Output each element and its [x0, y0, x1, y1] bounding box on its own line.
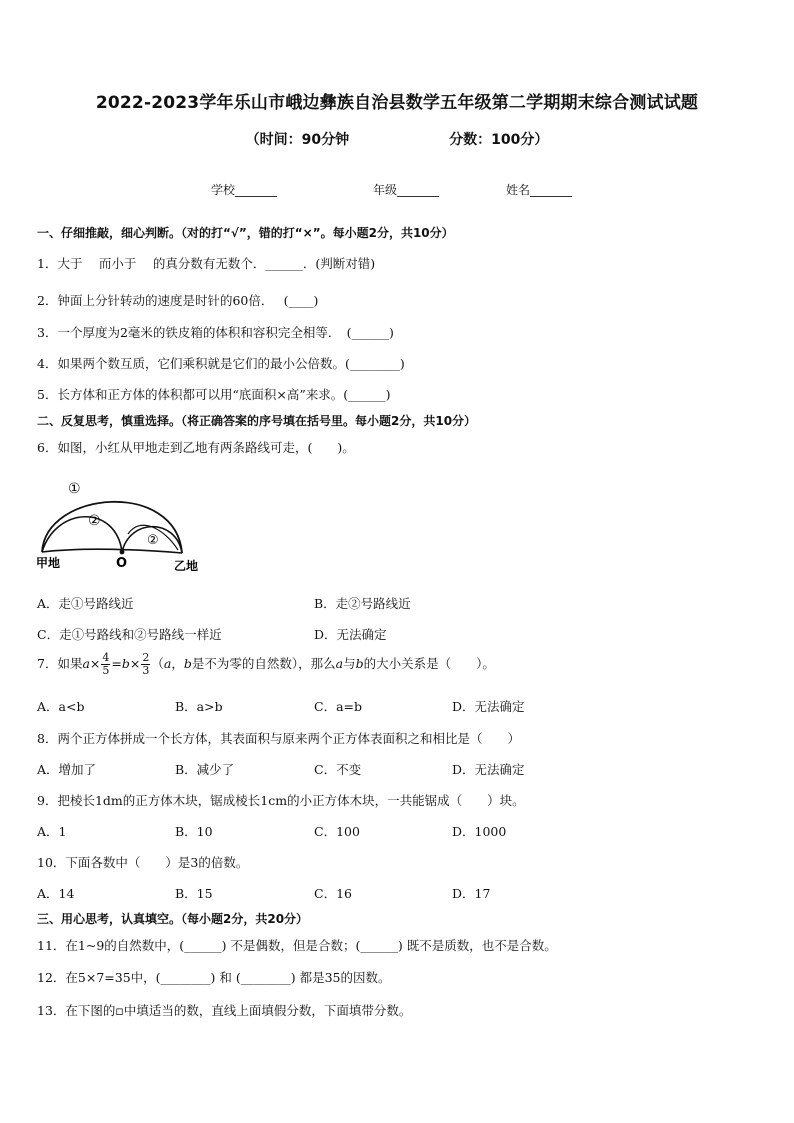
- q6-option-d[interactable]: D．无法确定: [314, 627, 387, 642]
- section-1-heading: 一、仔细推敲，细心判断。（对的打“√”，错的打“×”。每小题2分，共10分）: [37, 226, 454, 240]
- fraction-2-3: $\frac{2}{3}$: [142, 651, 150, 677]
- question-8: 8．两个正方体拼成一个长方体，其表面积与原来两个正方体表面积之和相比是（ ）: [37, 731, 520, 746]
- baseline: [42, 549, 182, 553]
- grade-field[interactable]: 年级_______: [373, 183, 440, 197]
- question-10: 10．下面各数中（ ）是3的倍数。: [37, 855, 249, 870]
- question-1: 1．大于 而小于 的真分数有无数个．______．(判断对错): [37, 256, 376, 271]
- route-2-arc-a: [42, 517, 122, 552]
- fraction-4-5: $\frac{4}{5}$: [102, 651, 110, 677]
- q9-option-b[interactable]: B．10: [175, 824, 213, 839]
- q6-option-c[interactable]: C．走①号路线和②号路线一样近: [37, 627, 222, 642]
- question-11: 11．在1~9的自然数中，(______) 不是偶数，但是合数；(______) 既不是质数，也不是合数。: [37, 938, 557, 953]
- q8-option-a[interactable]: A．增加了: [37, 762, 97, 777]
- question-13: 13．在下图的▫中填适当的数，直线上面填假分数，下面填带分数。: [37, 1003, 412, 1018]
- exam-meta: [0, 129, 794, 149]
- q7-option-d[interactable]: D．无法确定: [452, 699, 525, 714]
- question-2: 2．钟面上分针转动的速度是时针的60倍． (____): [37, 293, 319, 308]
- q10-option-b[interactable]: B．15: [175, 886, 213, 901]
- label-route-2b: ②: [147, 533, 159, 548]
- name-field[interactable]: 姓名_______: [506, 183, 573, 197]
- q9-option-a[interactable]: A．1: [37, 824, 67, 839]
- time-limit: （时间：90分钟: [245, 132, 350, 148]
- q6-option-b[interactable]: B．走②号路线近: [314, 596, 411, 611]
- center-point: [120, 550, 125, 555]
- route-diagram: [36, 476, 216, 576]
- q7-option-b[interactable]: B．a>b: [175, 699, 223, 714]
- question-6: 6．如图，小红从甲地走到乙地有两条路线可走，( )。: [37, 440, 355, 455]
- q9-option-d[interactable]: D．1000: [452, 824, 507, 839]
- q6-option-a[interactable]: A．走①号路线近: [37, 596, 134, 611]
- section-3-heading: 三、用心思考，认真填空。（每小题2分，共20分）: [37, 912, 309, 926]
- q7-option-a[interactable]: A．a<b: [37, 699, 85, 714]
- label-route-1: ①: [68, 481, 81, 497]
- question-12: 12．在5×7=35中，(________) 和 (________) 都是35的因数。: [37, 970, 391, 985]
- label-route-2a: ②: [88, 513, 101, 529]
- school-field[interactable]: 学校_______: [211, 183, 278, 197]
- q10-option-d[interactable]: D．17: [452, 886, 491, 901]
- section-2-heading: 二、反复思考，慎重选择。（将正确答案的序号填在括号里。每小题2分，共10分）: [37, 414, 477, 428]
- label-end: 乙地: [174, 559, 199, 573]
- label-center: O: [116, 556, 128, 571]
- question-3: 3．一个厚度为2毫米的铁皮箱的体积和容积完全相等． (______): [37, 325, 394, 340]
- question-5: 5．长方体和正方体的体积都可以用“底面积×高”来求。(______): [37, 387, 391, 402]
- q10-option-a[interactable]: A．14: [37, 886, 75, 901]
- q10-option-c[interactable]: C．16: [314, 886, 352, 901]
- q9-option-c[interactable]: C．100: [314, 824, 360, 839]
- total-score: 分数：100分）: [449, 132, 549, 148]
- question-9: 9．把棱长1dm的正方体木块，锯成棱长1cm的小正方体木块，一共能锯成（ ）块。: [37, 793, 525, 808]
- q7-option-c[interactable]: C．a=b: [314, 699, 362, 714]
- q8-option-c[interactable]: C．不变: [314, 762, 362, 777]
- question-7: 7．如果a× $\frac{4}{5}$ =b× $\frac{2}{3}$ （a，b是不为零的自然数），那么a与b的大小关系是（ ）。: [37, 651, 495, 677]
- q8-option-b[interactable]: B．减少了: [175, 762, 235, 777]
- page-title: 2022-2023学年乐山市峨边彝族自治县数学五年级第二学期期末综合测试试题: [95, 93, 699, 113]
- question-4: 4．如果两个数互质，它们乘积就是它们的最小公倍数。(________): [37, 356, 405, 371]
- label-start: 甲地: [36, 556, 61, 570]
- q8-option-d[interactable]: D．无法确定: [452, 762, 525, 777]
